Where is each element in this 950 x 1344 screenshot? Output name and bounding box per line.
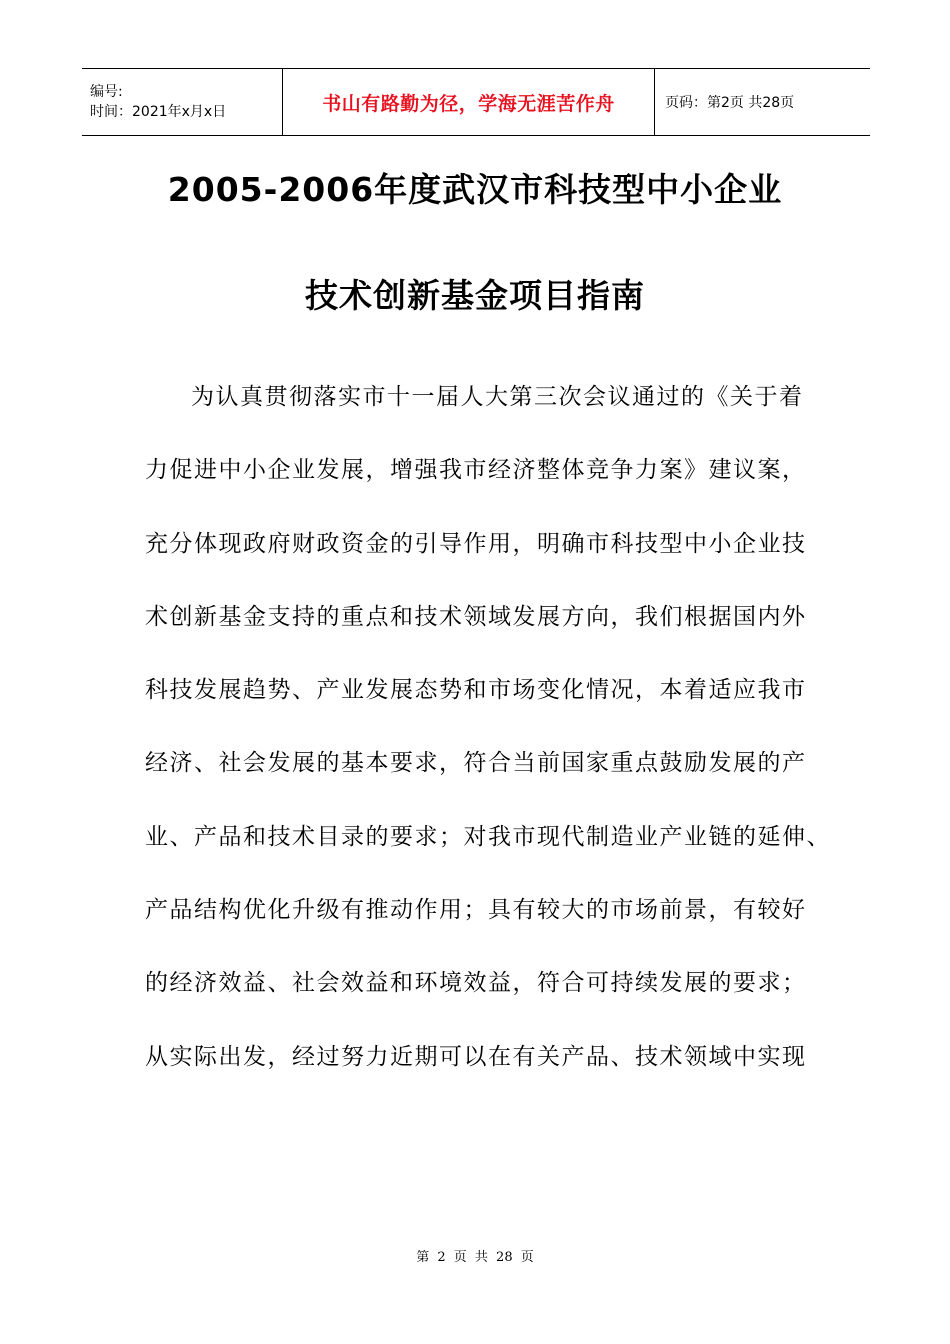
body-line: 的经济效益、社会效益和环境效益，符合可持续发展的要求； <box>145 970 807 997</box>
page-header <box>82 68 870 136</box>
header-meta <box>82 69 282 135</box>
body-line: 业、产品和技术目录的要求；对我市现代制造业产业链的延伸、 <box>145 823 831 850</box>
body-line: 为认真贯彻落实市十一届人大第三次会议通过的《关于着 <box>191 384 804 410</box>
body-line: 从实际出发，经过努力近期可以在有关产品、技术领域中实现 <box>145 1043 807 1070</box>
document-time-label: 时间：2021年x月x日 <box>90 104 227 120</box>
body-line: 科技发展趋势、产业发展态势和市场变化情况，本着适应我市 <box>145 677 807 704</box>
body-line: 术创新基金支持的重点和技术领域发展方向，我们根据国内外 <box>145 603 807 630</box>
header-motto-cell <box>282 69 655 135</box>
document-title-line-2: 技术创新基金项目指南 <box>305 276 645 315</box>
body-line: 经济、社会发展的基本要求，符合当前国家重点鼓励发展的产 <box>145 750 807 777</box>
body-paragraph <box>145 372 831 1105</box>
header-motto: 书山有路勤为径，学海无涯苦作舟 <box>322 92 615 115</box>
body-line: 产品结构优化升级有推动作用；具有较大的市场前景，有较好 <box>145 897 807 924</box>
body-line: 充分体现政府财政资金的引导作用，明确市科技型中小企业技 <box>145 530 807 557</box>
document-title-line-1: 2005-2006年度武汉市科技型中小企业 <box>167 170 783 209</box>
page-footer: 第 2 页 共 28 页 <box>416 1250 534 1265</box>
body-line: 力促进中小企业发展，增强我市经济整体竞争力案》建议案， <box>145 457 807 484</box>
header-page-info: 页码：第2页 共28页 <box>665 95 795 111</box>
document-number-label: 编号: <box>90 84 123 100</box>
header-page-info-cell <box>655 69 870 135</box>
